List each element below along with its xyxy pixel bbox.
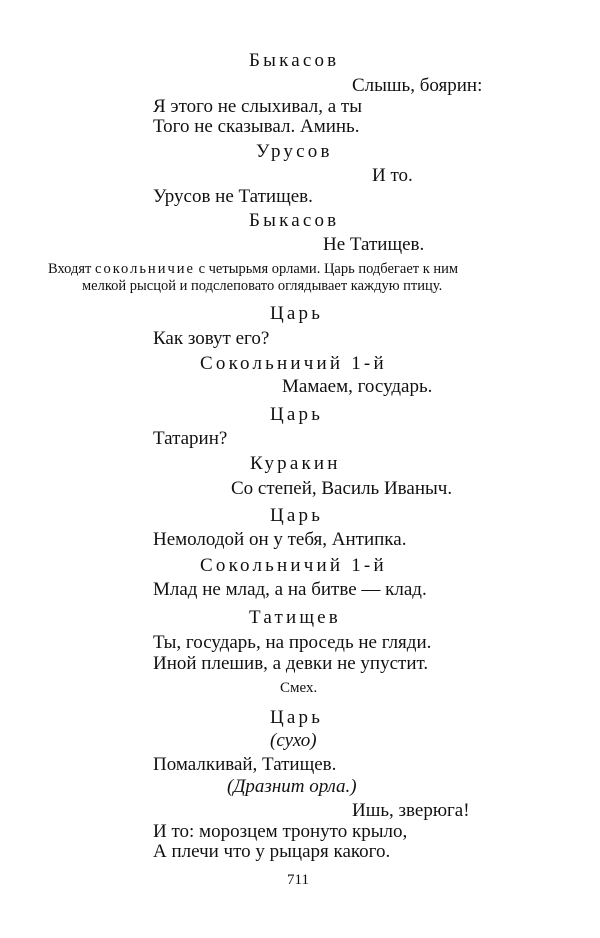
dialogue-line: Немолодой он у тебя, Антипка. [153, 529, 407, 550]
dialogue-line: И то: морозцем тронуто крыло, [153, 821, 408, 842]
dialogue-line: Млад не млад, а на битве — клад. [153, 579, 427, 600]
stage-direction-italic: (сухо) [270, 730, 317, 751]
speaker-tsar: Царь [270, 505, 324, 526]
dialogue-line: Ишь, зверюга! [352, 800, 470, 821]
stage-direction: мелкой рысцой и подслеповато оглядывает каждую птицу. [82, 278, 443, 294]
speaker-tatishchev: Татищев [249, 607, 341, 628]
dialogue-line: Помалкивай, Татищев. [153, 754, 337, 775]
stage-direction-laughter: Смех. [280, 680, 318, 696]
speaker-bykasov: Быкасов [249, 50, 340, 71]
dialogue-line: И то. [372, 165, 413, 186]
dialogue-line: Слышь, боярин: [352, 75, 483, 96]
speaker-tsar: Царь [270, 303, 324, 324]
dialogue-line: Со степей, Василь Иваныч. [231, 478, 453, 499]
dialogue-line: Не Татищев. [323, 234, 425, 255]
dialogue-line: Как зовут его? [153, 328, 270, 349]
speaker-sokolnichiy: Сокольничий 1-й [200, 353, 387, 374]
speaker-sokolnichiy: Сокольничий 1-й [200, 555, 387, 576]
speaker-bykasov: Быкасов [249, 210, 340, 231]
dialogue-line: Того не сказывал. Аминь. [153, 116, 360, 137]
dialogue-line: Ты, государь, на проседь не гляди. [153, 632, 432, 653]
dialogue-line: Иной плешив, а девки не упустит. [153, 653, 429, 674]
stage-direction: Входят сокольничие с четырьмя орлами. Царь подбегает к ним [48, 261, 459, 277]
stage-direction-italic: (Дразнит орла.) [227, 776, 357, 797]
speaker-tsar: Царь [270, 404, 324, 425]
page-number: 711 [287, 872, 309, 888]
dialogue-line: Татарин? [153, 428, 228, 449]
dialogue-line: Я этого не слыхивал, а ты [153, 96, 362, 117]
dialogue-line: Урусов не Татищев. [153, 186, 313, 207]
speaker-tsar: Царь [270, 707, 324, 728]
dialogue-line: Мамаем, государь. [282, 376, 433, 397]
speaker-kurakin: Куракин [250, 453, 341, 474]
speaker-urusov: Урусов [256, 141, 333, 162]
dialogue-line: А плечи что у рыцаря какого. [153, 841, 391, 862]
